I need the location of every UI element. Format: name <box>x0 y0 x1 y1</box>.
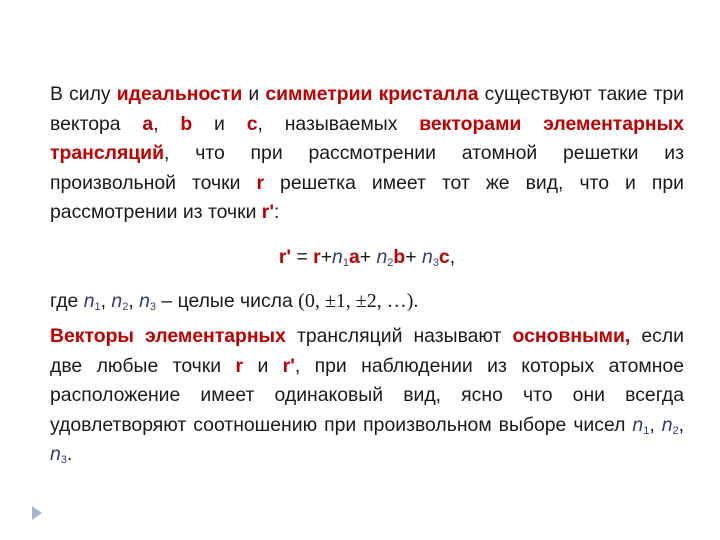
var-n2 <box>662 414 679 436</box>
highlight-translation-vectors: векторами элементарных трансляций <box>50 112 684 164</box>
variable-n: n <box>421 245 433 268</box>
formula-n2 <box>376 246 393 268</box>
text-run: . <box>66 443 73 465</box>
paragraph-definition <box>50 80 684 228</box>
formula-c: c <box>438 245 450 268</box>
var-n2 <box>111 290 128 312</box>
subscript: 2 <box>122 300 129 313</box>
formula-a: a <box>348 245 360 268</box>
text-run: , <box>153 112 181 135</box>
highlight-crystal-symmetry: симметрии кристалла <box>265 83 479 105</box>
text-run: , <box>678 413 684 436</box>
subscript: 3 <box>149 300 157 313</box>
vector-c: c <box>246 112 258 135</box>
subscript: 2 <box>387 256 394 269</box>
triangle-bullet-icon <box>32 506 42 520</box>
formula-end: , <box>449 245 456 268</box>
variable-n: n <box>332 245 343 268</box>
formula-r: r <box>313 245 321 268</box>
highlight-ideality: идеальности <box>116 83 243 105</box>
vector-b: b <box>180 112 193 135</box>
text-run: где <box>50 289 84 312</box>
variable-n: n <box>111 289 123 312</box>
text-run: , <box>128 289 140 312</box>
formula-equals: = <box>291 245 314 268</box>
paragraph-primitive-vectors <box>50 322 684 470</box>
text-run: решетка имеет тот же вид, что и при рассмотрении из точки <box>50 171 684 223</box>
text-run: и <box>243 354 283 377</box>
text-run: существуют такие три вектора <box>50 83 684 135</box>
formula-b: b <box>393 245 406 268</box>
slide-text-body <box>50 80 684 470</box>
var-n3 <box>139 290 156 312</box>
subscript: 1 <box>643 424 650 437</box>
formula-lhs: r' <box>278 245 292 268</box>
subscript: 2 <box>672 424 679 437</box>
integer-values: (0, ±1, ±2, …). <box>298 289 419 312</box>
point-r: r <box>256 171 265 194</box>
subscript: 3 <box>60 454 67 466</box>
text-run: – целые числа <box>156 289 299 312</box>
point-r: r <box>235 354 244 377</box>
text-run: , называемых <box>257 112 420 135</box>
subscript: 1 <box>342 256 349 269</box>
formula-plus: + <box>405 245 422 268</box>
subscript: 1 <box>94 300 101 313</box>
translation-formula <box>50 228 684 287</box>
variable-n: n <box>83 289 95 312</box>
subscript: 3 <box>432 256 439 269</box>
text-run: если две любые точки <box>50 325 684 377</box>
text-run: : <box>273 201 280 223</box>
highlight-elementary-vectors: Векторы элементарных <box>50 325 286 347</box>
variable-n: n <box>139 289 150 312</box>
highlight-primitive: основными, <box>512 325 631 347</box>
text-run: и <box>192 112 247 135</box>
var-n3 <box>50 443 67 465</box>
variable-n: n <box>632 413 644 436</box>
formula-n3 <box>422 246 439 268</box>
formula-n1 <box>332 246 349 268</box>
var-n1 <box>632 414 649 436</box>
variable-n: n <box>661 413 673 436</box>
variable-n: n <box>50 443 61 465</box>
text-run: трансляций называют <box>285 325 513 347</box>
vector-a: a <box>142 112 154 135</box>
text-run: , что при рассмотрении атомной решетки из произвольной точки <box>50 142 684 194</box>
text-run: и <box>242 83 266 105</box>
formula-plus: + <box>320 245 333 268</box>
text-run: , при наблюдении из которых атомное расположение имеет одинаковый вид, ясно что они всегда удовлетворяют соотношению при произвольном выборе чисел <box>50 354 685 436</box>
text-run: , <box>100 289 112 312</box>
var-n1 <box>84 290 101 312</box>
variable-n: n <box>376 245 388 268</box>
point-r-prime: r' <box>261 201 274 223</box>
point-r-prime: r' <box>282 354 295 377</box>
formula-plus: + <box>359 245 377 268</box>
text-run: , <box>649 413 662 436</box>
paragraph-integers <box>50 287 684 317</box>
text-run: В силу <box>50 83 117 105</box>
